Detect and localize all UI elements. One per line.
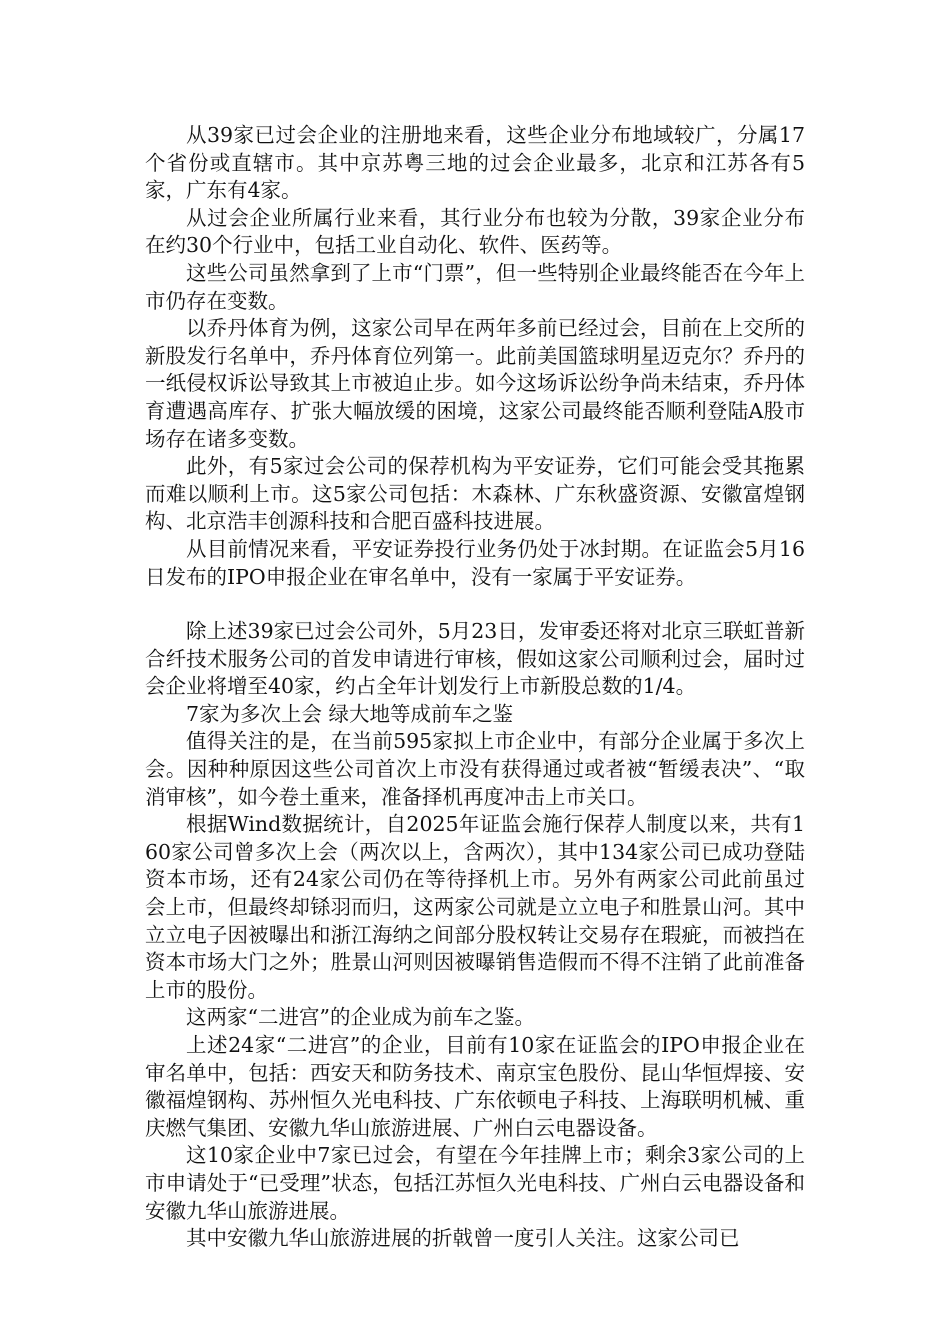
paragraph-jiuhuashan: 其中安徽九华山旅游进展的折戟曾一度引人关注。这家公司已 bbox=[186, 1226, 740, 1251]
paragraph-multiple-listings: 值得关注的是，在当前595家拟上市企业中，有部分企业属于多次上会。因种种原因这些公司首次上市没有获得通过或者被“暂缓表决”、“取消审核”，如今卷土重来，准备择机再度冲击上市关口。 bbox=[145, 729, 805, 809]
paragraph-ten-companies: 上述24家“二进宫”的企业，目前有10家在证监会的IPO申报企业在审名单中，包括：西安天和防务技术、南京宝色股份、昆山华恒焊接、安徽福煌钢构、苏州恒久光电科技、广东依顿电子科技、上海联明机械、重庆燃气集团、安徽九华山旅游进展、广州白云电器设备。 bbox=[145, 1033, 805, 1140]
paragraph-pingan-sponsor: 此外，有5家过会公司的保荐机构为平安证券，它们可能会受其拖累而难以顺利上市。这5家公司包括：木森林、广东秋盛资源、安徽富煌钢构、北京浩丰创源科技和合肥百盛科技进展。 bbox=[145, 454, 805, 534]
paragraph-lesson: 这两家“二进宫”的企业成为前车之鉴。 bbox=[186, 1005, 535, 1030]
paragraph-seven-passed: 这10家企业中7家已过会，有望在今年挂牌上市；剩余3家公司的上市申请处于“已受理”状态，包括江苏恒久光电科技、广州白云电器设备和安徽九华山旅游进展。 bbox=[145, 1143, 805, 1223]
document-body bbox=[145, 122, 805, 1253]
paragraph-industry: 从过会企业所属行业来看，其行业分布也较为分散，39家企业分布在约30个行业中，包括工业自动化、软件、医药等。 bbox=[145, 205, 805, 258]
paragraph-qiaodan: 以乔丹体育为例，这家公司早在两年多前已经过会，目前在上交所的新股发行名单中，乔丹体育位列第一。此前美国篮球明星迈克尔？乔丹的一纸侵权诉讼导致其上市被迫止步。如今这场诉讼纷争尚未结束，乔丹体育遭遇高库存、扩张大幅放缓的困境，这家公司最终能否顺利登陆A股市场存在诸多变数。 bbox=[145, 316, 805, 451]
paragraph-registration: 从39家已过会企业的注册地来看，这些企业分布地域较广，分属17个省份或直辖市。其中京苏粤三地的过会企业最多，北京和江苏各有5家，广东有4家。 bbox=[145, 123, 805, 203]
paragraph-pingan-status: 从目前情况来看，平安证券投行业务仍处于冰封期。在证监会5月16日发布的IPO申报企业在审名单中，没有一家属于平安证券。 bbox=[145, 536, 805, 589]
paragraph-wind-statistics: 根据Wind数据统计，自2025年证监会施行保荐人制度以来，共有160家公司曾多次上会（两次以上，含两次），其中134家公司已成功登陆资本市场，还有24家公司仍在等待择机上市。另外有两家公司此前虽过会上市，但最终却铩羽而归，这两家公司就是立立电子和胜景山河。其中立立电子因被曝出和浙江海纳之间部分股权转让交易存在瑕疵，而被挡在资本市场大门之外；胜景山河则因被曝销售造假而不得不注销了此前准备上市的股份。 bbox=[145, 812, 805, 1002]
section-heading: 7家为多次上会 绿大地等成前车之鉴 bbox=[186, 701, 514, 726]
paragraph-uncertainty: 这些公司虽然拿到了上市“门票”，但一些特别企业最终能否在今年上市仍存在变数。 bbox=[145, 260, 805, 313]
paragraph-sanlian: 除上述39家已过会公司外，5月23日，发审委还将对北京三联虹普新合纤技术服务公司的首发申请进行审核，假如这家公司顺利过会，届时过会企业将增至40家，约占全年计划发行上市新股总数的1/4。 bbox=[145, 619, 805, 699]
